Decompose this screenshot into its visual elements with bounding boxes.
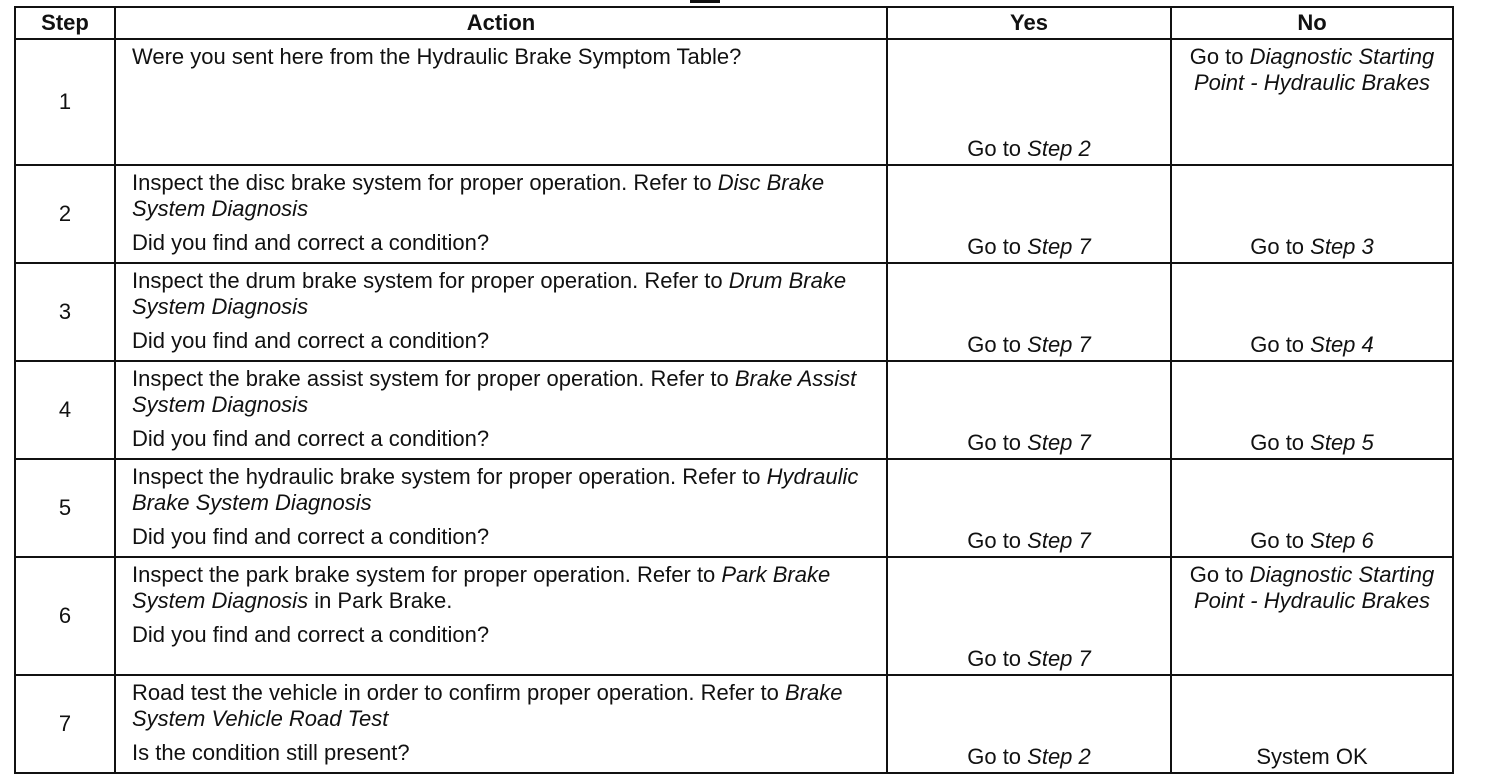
action-cell — [115, 557, 887, 675]
action-reference-link[interactable]: Disc Brake System Diagnosis — [132, 170, 825, 221]
yes-step-link[interactable]: Step 7 — [1027, 430, 1091, 455]
action-cell — [115, 361, 887, 459]
action-cell — [115, 459, 887, 557]
yes-cell — [887, 675, 1171, 773]
table-row — [15, 675, 1453, 773]
step-number: 1 — [15, 39, 115, 165]
action-after: in Park Brake. — [308, 588, 453, 613]
action-reference-link[interactable]: Park Brake System Diagnosis — [132, 562, 831, 613]
no-step-link[interactable]: Step 5 — [1310, 430, 1374, 455]
table-row — [15, 263, 1453, 361]
yes-prefix: Go to — [967, 136, 1028, 161]
action-question: Is the condition still present? — [132, 740, 410, 765]
action-text — [132, 268, 876, 320]
action-text: Were you sent here from the Hydraulic Brake Symptom Table? — [132, 44, 742, 69]
action-question: Did you find and correct a condition? — [132, 426, 490, 451]
no-cell — [1171, 459, 1453, 557]
yes-step-link[interactable]: Step 7 — [1027, 332, 1091, 357]
action-question: Did you find and correct a condition? — [132, 230, 490, 255]
action-reference-link[interactable]: Brake System Vehicle Road Test — [132, 680, 843, 731]
yes-cell — [887, 39, 1171, 165]
step-number: 7 — [15, 675, 115, 773]
action-lead: Inspect the hydraulic brake system for proper operation. Refer to — [132, 464, 767, 489]
step-number: 6 — [15, 557, 115, 675]
no-cell — [1171, 263, 1453, 361]
yes-prefix: Go to — [967, 332, 1028, 357]
no-cell — [1171, 557, 1453, 675]
action-question: Did you find and correct a condition? — [132, 622, 490, 647]
brake-diagnostic-table — [14, 6, 1454, 774]
no-cell — [1171, 675, 1453, 773]
action-reference-link[interactable]: Hydraulic Brake System Diagnosis — [132, 464, 859, 515]
action-text — [132, 170, 876, 222]
action-cell — [115, 165, 887, 263]
yes-prefix: Go to — [967, 744, 1028, 769]
diagnostic-table-container — [14, 6, 1454, 774]
action-lead: Road test the vehicle in order to confirm proper operation. Refer to — [132, 680, 786, 705]
no-step-link[interactable]: Step 4 — [1310, 332, 1374, 357]
action-reference-link[interactable]: Brake Assist System Diagnosis — [132, 366, 857, 417]
yes-step-link[interactable]: Step 7 — [1027, 646, 1091, 671]
step-number: 2 — [15, 165, 115, 263]
header-no: No — [1171, 7, 1453, 39]
no-cell — [1171, 39, 1453, 165]
action-text — [132, 366, 876, 418]
action-text — [132, 562, 876, 614]
step-number: 5 — [15, 459, 115, 557]
header-step: Step — [15, 7, 115, 39]
no-prefix: Go to — [1250, 332, 1311, 357]
action-question: Did you find and correct a condition? — [132, 524, 490, 549]
no-prefix: Go to — [1189, 44, 1250, 69]
no-step-link[interactable]: Step 6 — [1310, 528, 1374, 553]
action-text — [132, 464, 876, 516]
step-number: 3 — [15, 263, 115, 361]
action-lead: Inspect the disc brake system for proper operation. Refer to — [132, 170, 718, 195]
yes-cell — [887, 361, 1171, 459]
no-reference-link[interactable]: Diagnostic Starting Point - Hydraulic Brakes — [1194, 44, 1435, 95]
yes-prefix: Go to — [967, 234, 1028, 259]
action-cell — [115, 39, 887, 165]
no-reference-link[interactable]: Diagnostic Starting Point - Hydraulic Brakes — [1194, 562, 1435, 613]
action-lead: Inspect the brake assist system for proper operation. Refer to — [132, 366, 735, 391]
header-action: Action — [115, 7, 887, 39]
action-lead: Inspect the drum brake system for proper operation. Refer to — [132, 268, 729, 293]
yes-cell — [887, 165, 1171, 263]
yes-step-link[interactable]: Step 7 — [1027, 234, 1091, 259]
yes-cell — [887, 459, 1171, 557]
table-header-row — [15, 7, 1453, 39]
no-prefix: Go to — [1189, 562, 1250, 587]
table-row — [15, 361, 1453, 459]
no-prefix: Go to — [1250, 234, 1311, 259]
action-cell — [115, 263, 887, 361]
yes-prefix: Go to — [967, 528, 1028, 553]
no-cell — [1171, 361, 1453, 459]
action-reference-link[interactable]: Drum Brake System Diagnosis — [132, 268, 847, 319]
step-number: 4 — [15, 361, 115, 459]
no-prefix: Go to — [1250, 430, 1311, 455]
table-row — [15, 557, 1453, 675]
table-row — [15, 165, 1453, 263]
yes-step-link[interactable]: Step 2 — [1027, 744, 1091, 769]
yes-prefix: Go to — [967, 430, 1028, 455]
yes-cell — [887, 557, 1171, 675]
no-prefix: Go to — [1250, 528, 1311, 553]
yes-cell — [887, 263, 1171, 361]
table-row — [15, 459, 1453, 557]
action-cell — [115, 675, 887, 773]
action-lead: Inspect the park brake system for proper operation. Refer to — [132, 562, 722, 587]
header-yes: Yes — [887, 7, 1171, 39]
scan-artifact-mark — [690, 0, 720, 4]
table-row — [15, 39, 1453, 165]
no-status-text: System OK — [1256, 744, 1368, 769]
action-question: Did you find and correct a condition? — [132, 328, 490, 353]
yes-step-link[interactable]: Step 7 — [1027, 528, 1091, 553]
no-step-link[interactable]: Step 3 — [1310, 234, 1374, 259]
yes-step-link[interactable]: Step 2 — [1027, 136, 1091, 161]
action-text — [132, 680, 876, 732]
no-cell — [1171, 165, 1453, 263]
yes-prefix: Go to — [967, 646, 1028, 671]
